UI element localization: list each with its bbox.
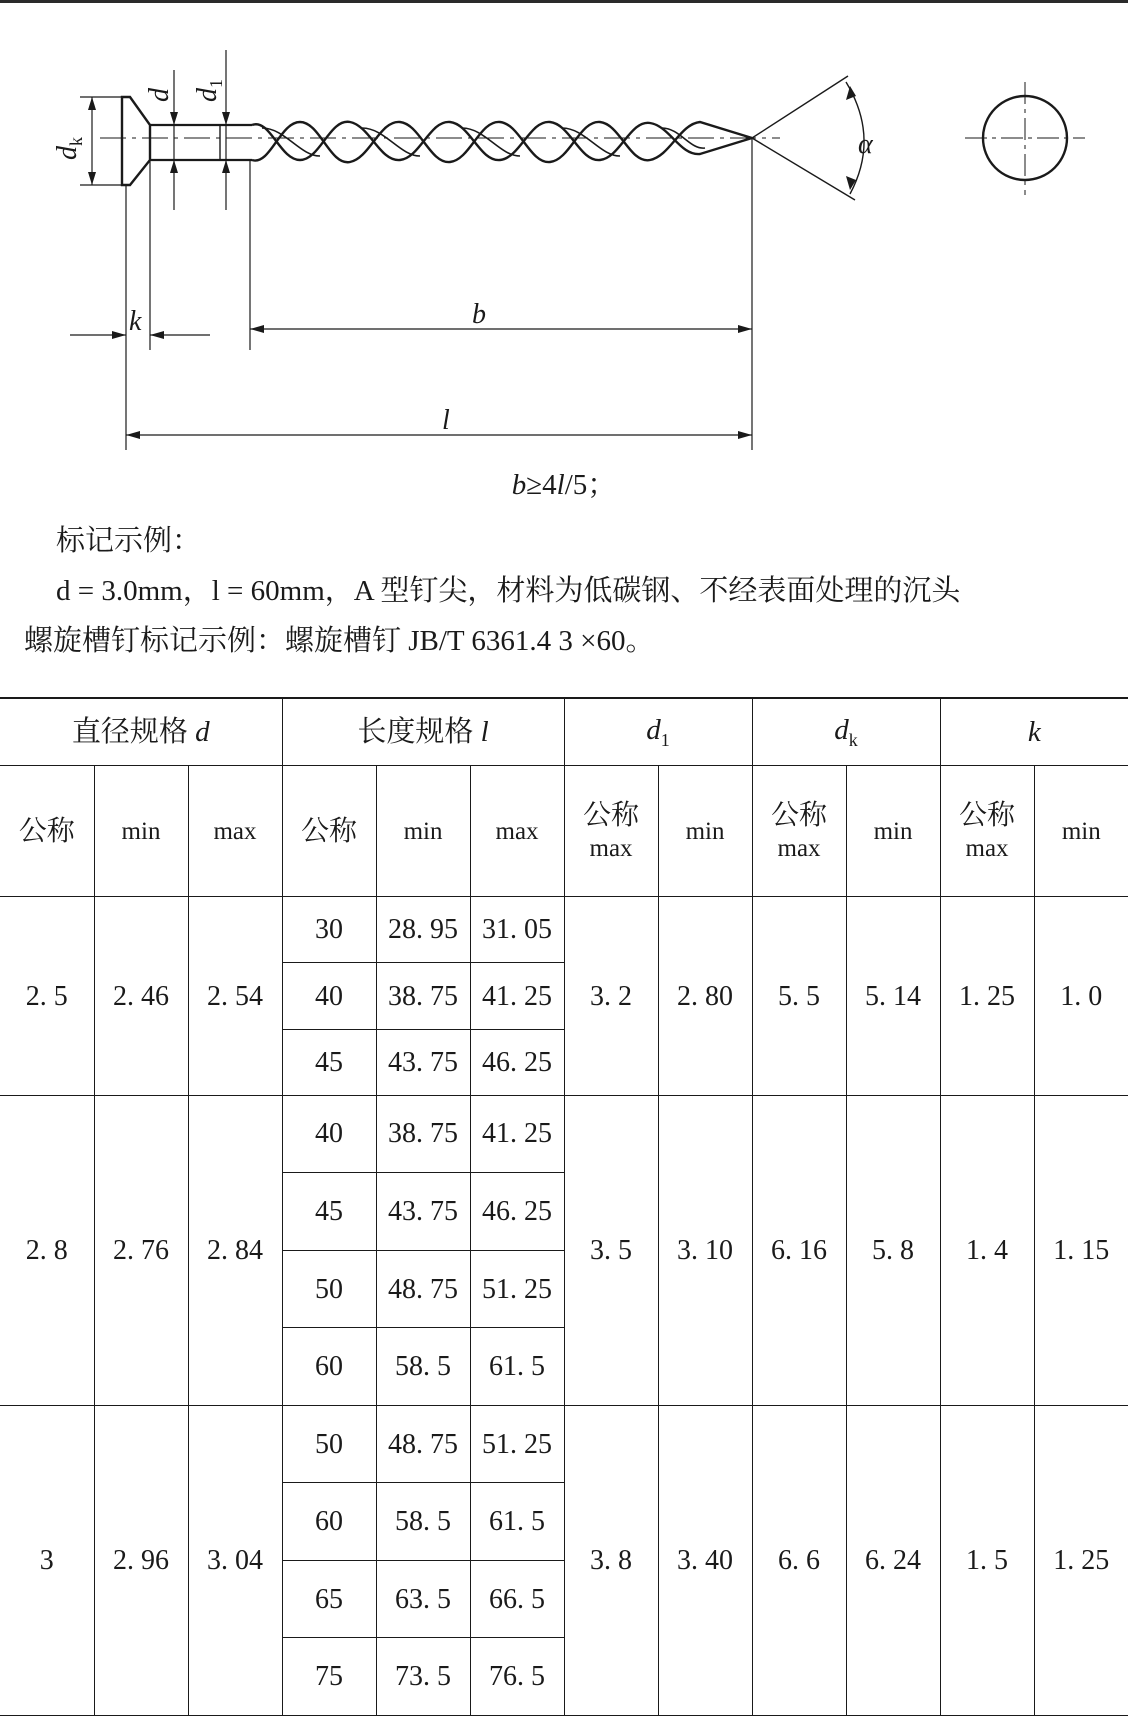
cell-l-nominal: 50 — [282, 1250, 376, 1328]
header-d-min: min — [94, 766, 188, 897]
cell-l-min: 38. 75 — [376, 963, 470, 1029]
cell-l-nominal: 30 — [282, 897, 376, 963]
cell-d1-min: 3. 40 — [658, 1405, 752, 1715]
cell-l-min: 43. 75 — [376, 1173, 470, 1251]
cell-l-nominal: 60 — [282, 1483, 376, 1561]
cell-l-nominal: 45 — [282, 1173, 376, 1251]
header-d1-min: min — [658, 766, 752, 897]
header-l-nominal: 公称 — [282, 766, 376, 897]
cell-d-nominal: 3 — [0, 1405, 94, 1715]
cell-d-max: 2. 84 — [188, 1095, 282, 1405]
cell-l-nominal: 65 — [282, 1560, 376, 1638]
cell-d-nominal: 2. 5 — [0, 897, 94, 1095]
label-d1: $d_1$ — [192, 79, 226, 102]
cell-l-min: 43. 75 — [376, 1029, 470, 1095]
cell-d-min: 2. 76 — [94, 1095, 188, 1405]
cell-l-max: 51. 25 — [470, 1250, 564, 1328]
table-row — [0, 1095, 1128, 1173]
nail-head — [122, 97, 150, 185]
cell-l-max: 46. 25 — [470, 1029, 564, 1095]
cell-l-max: 46. 25 — [470, 1173, 564, 1251]
cell-d-min: 2. 96 — [94, 1405, 188, 1715]
header-d-nominal: 公称 — [0, 766, 94, 897]
cell-dk-min: 5. 14 — [846, 897, 940, 1095]
label-dk: $d_k$ — [52, 137, 86, 160]
marking-label: 标记示例： — [56, 525, 202, 557]
cell-l-min: 48. 75 — [376, 1405, 470, 1483]
cell-l-max: 61. 5 — [470, 1328, 564, 1406]
spiral-thread — [252, 122, 752, 160]
cell-dk-max: 6. 16 — [752, 1095, 846, 1405]
header-d1: $d_1$ — [564, 698, 752, 766]
spec-table — [0, 697, 1128, 1716]
cell-l-max: 66. 5 — [470, 1560, 564, 1638]
cell-k-min: 1. 0 — [1034, 897, 1128, 1095]
cell-k-max: 1. 25 — [940, 897, 1034, 1095]
cell-d-max: 2. 54 — [188, 897, 282, 1095]
cell-d1-min: 2. 80 — [658, 897, 752, 1095]
cell-l-max: 41. 25 — [470, 1095, 564, 1173]
cell-d-nominal: 2. 8 — [0, 1095, 94, 1405]
header-k: k — [940, 698, 1128, 766]
cell-l-min: 58. 5 — [376, 1328, 470, 1406]
header-d-max: max — [188, 766, 282, 897]
header-k-nominal-max: 公称 max — [940, 766, 1034, 897]
cell-l-min: 63. 5 — [376, 1560, 470, 1638]
cell-l-max: 41. 25 — [470, 963, 564, 1029]
cell-k-min: 1. 25 — [1034, 1405, 1128, 1715]
header-row-1 — [0, 698, 1128, 766]
cell-l-max: 31. 05 — [470, 897, 564, 963]
nail-drawing — [0, 10, 1128, 480]
header-d1-nominal-max: 公称 max — [564, 766, 658, 897]
cell-d1-min: 3. 10 — [658, 1095, 752, 1405]
label-d: d — [144, 88, 175, 102]
cell-l-min: 48. 75 — [376, 1250, 470, 1328]
cell-l-max: 76. 5 — [470, 1638, 564, 1716]
cell-l-min: 38. 75 — [376, 1095, 470, 1173]
header-l-max: max — [470, 766, 564, 897]
cell-l-max: 51. 25 — [470, 1405, 564, 1483]
header-dk-nominal-max: 公称 max — [752, 766, 846, 897]
cell-dk-max: 6. 6 — [752, 1405, 846, 1715]
cell-l-nominal: 40 — [282, 1095, 376, 1173]
header-l-min: min — [376, 766, 470, 897]
cell-l-min: 28. 95 — [376, 897, 470, 963]
cell-d1-max: 3. 8 — [564, 1405, 658, 1715]
length-formula: b≥4l/5； — [511, 469, 617, 501]
header-diameter: 直径规格 d — [0, 698, 282, 766]
top-rule — [0, 0, 1128, 3]
table-row — [0, 1405, 1128, 1483]
cell-l-max: 61. 5 — [470, 1483, 564, 1561]
header-row-2 — [0, 766, 1128, 897]
cell-d1-max: 3. 2 — [564, 897, 658, 1095]
cell-k-max: 1. 4 — [940, 1095, 1034, 1405]
cell-k-max: 1. 5 — [940, 1405, 1034, 1715]
cell-l-min: 58. 5 — [376, 1483, 470, 1561]
cell-dk-min: 6. 24 — [846, 1405, 940, 1715]
label-k: k — [129, 306, 142, 337]
cell-k-min: 1. 15 — [1034, 1095, 1128, 1405]
header-length: 长度规格 l — [282, 698, 564, 766]
header-dk: $d_k$ — [752, 698, 940, 766]
cell-dk-max: 5. 5 — [752, 897, 846, 1095]
label-alpha: α — [858, 129, 873, 160]
cell-l-nominal: 60 — [282, 1328, 376, 1406]
marking-example-line2: 螺旋槽钉标记示例：螺旋槽钉 JB/T 6361.4 3 ×60。 — [24, 625, 655, 657]
cell-d-min: 2. 46 — [94, 897, 188, 1095]
header-k-min: min — [1034, 766, 1128, 897]
cell-l-nominal: 40 — [282, 963, 376, 1029]
marking-example-line1: d = 3.0mm，l = 60mm，A 型钉尖，材料为低碳钢、不经表面处理的沉头 — [56, 575, 961, 607]
cell-l-min: 73. 5 — [376, 1638, 470, 1716]
cell-l-nominal: 75 — [282, 1638, 376, 1716]
cell-d-max: 3. 04 — [188, 1405, 282, 1715]
header-dk-min: min — [846, 766, 940, 897]
cell-l-nominal: 45 — [282, 1029, 376, 1095]
cell-l-nominal: 50 — [282, 1405, 376, 1483]
cell-dk-min: 5. 8 — [846, 1095, 940, 1405]
cell-d1-max: 3. 5 — [564, 1095, 658, 1405]
label-l: l — [442, 405, 450, 436]
table-row — [0, 897, 1128, 963]
label-b: b — [472, 299, 486, 330]
